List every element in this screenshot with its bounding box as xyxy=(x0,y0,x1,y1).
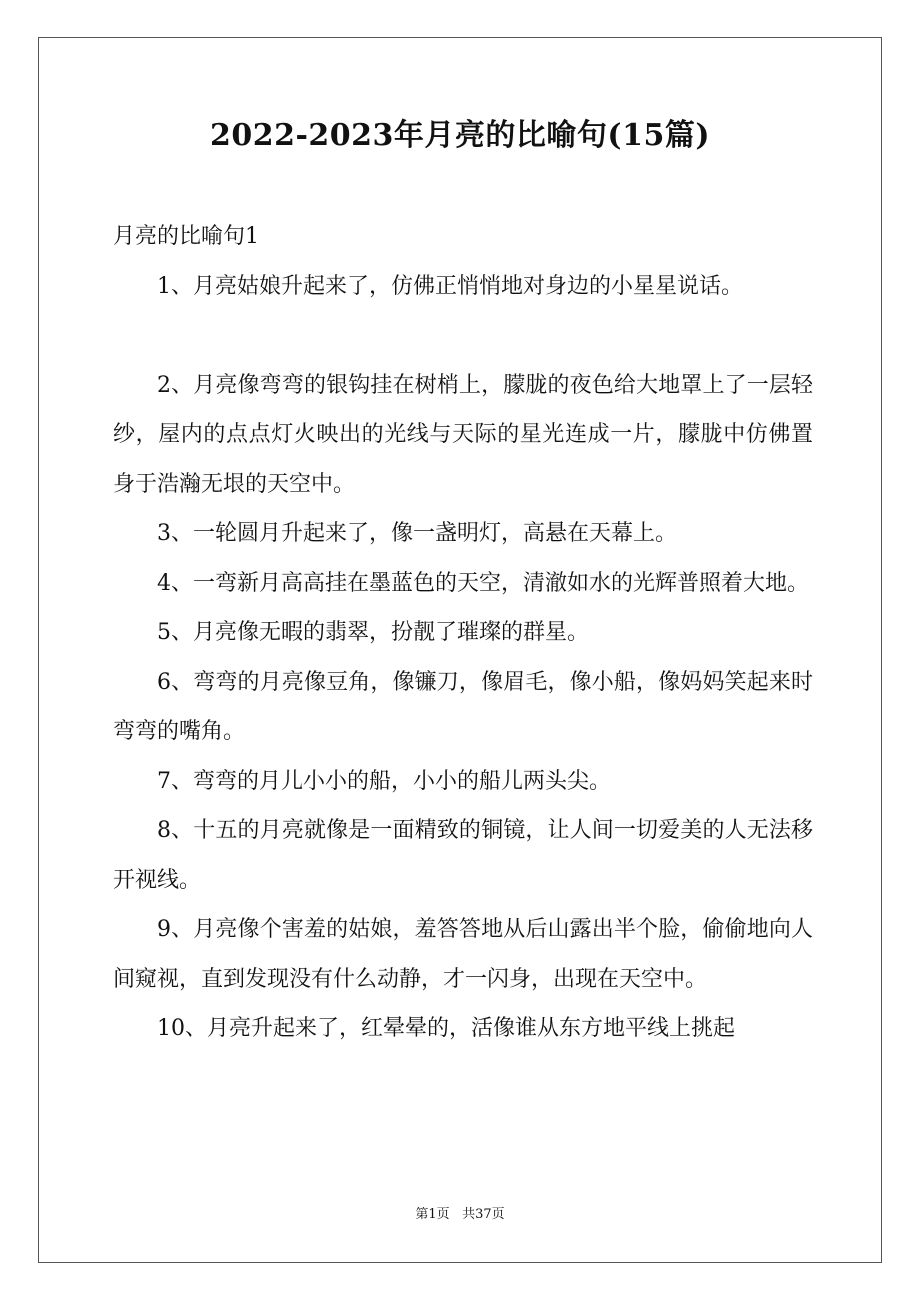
page-total: 共37页 xyxy=(462,1207,505,1222)
paragraph-10: 10、月亮升起来了，红晕晕的，活像谁从东方地平线上挑起 xyxy=(157,1016,735,1041)
document-body xyxy=(113,212,813,1054)
paragraph-7: 7、弯弯的月儿小小的船，小小的船儿两头尖。 xyxy=(157,768,611,794)
paragraph-4: 4、一弯新月高高挂在墨蓝色的天空，清澈如水的光辉普照着大地。 xyxy=(157,570,809,596)
paragraph-5: 5、月亮像无暇的翡翠，扮靓了璀璨的群星。 xyxy=(157,620,589,645)
paragraph-3: 3、一轮圆月升起来了，像一盏明灯，高悬在天幕上。 xyxy=(157,521,677,546)
paragraph-9: 9、月亮像个害羞的姑娘，羞答答地从后山露出半个脸，偷偷地向人间窥视，直到发现没有什么动静，才一闪身，出现在天空中。 xyxy=(113,917,813,992)
document-title: 2022-2023年月亮的比喻句(15篇) xyxy=(209,118,711,153)
blank-line xyxy=(113,311,813,361)
paragraph-2: 2、月亮像弯弯的银钩挂在树梢上，朦胧的夜色给大地罩上了一层轻纱，屋内的点点灯火映出的光线与天际的星光连成一片，朦胧中仿佛置身于浩瀚无垠的天空中。 xyxy=(113,372,813,497)
section-heading: 月亮的比喻句1 xyxy=(113,224,259,249)
paragraph-6: 6、弯弯的月亮像豆角，像镰刀，像眉毛，像小船，像妈妈笑起来时弯弯的嘴角。 xyxy=(113,669,813,744)
paragraph-1: 1、月亮姑娘升起来了，仿佛正悄悄地对身边的小星星说话。 xyxy=(157,273,743,299)
paragraph-8: 8、十五的月亮就像是一面精致的铜镜，让人间一切爱美的人无法移开视线。 xyxy=(113,818,813,893)
page-footer xyxy=(0,1205,920,1225)
page-number: 第1页 xyxy=(415,1207,450,1222)
